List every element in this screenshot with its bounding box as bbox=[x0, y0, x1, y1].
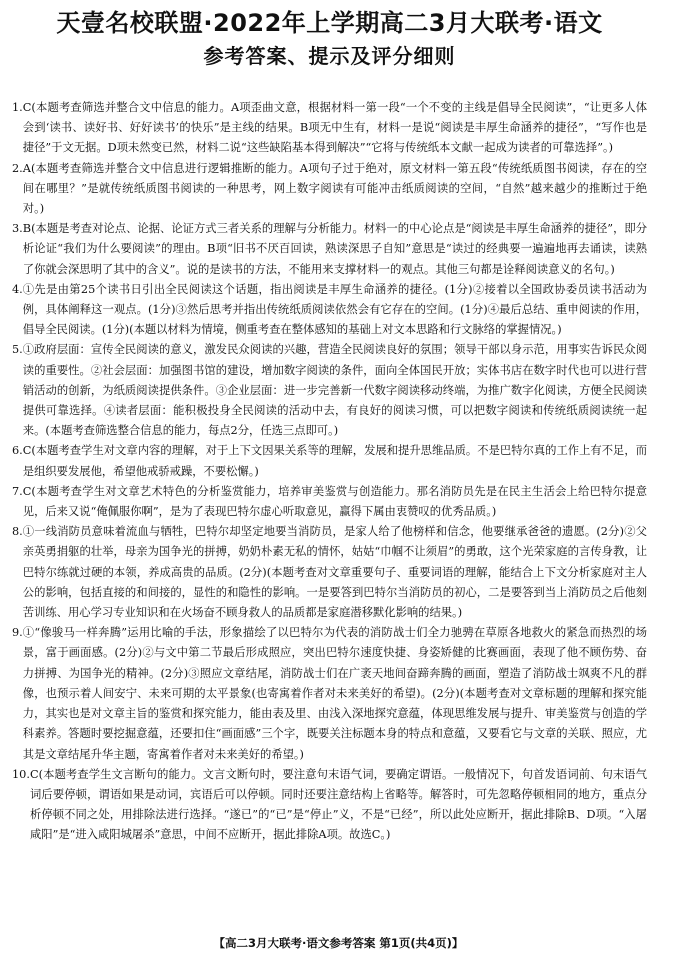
answer-list bbox=[12, 98, 647, 846]
answer-item-4 bbox=[12, 280, 647, 341]
answer-number: 2. bbox=[12, 161, 23, 175]
answer-number: 6. bbox=[12, 444, 23, 458]
answer-text: ①一线消防员意味着流血与牺牲，巴特尔却坚定地要当消防员，是家人给了他榜样和信念，他要继承爸爸的遗愿。(2分)②父亲英勇捐躯的壮举，母亲为国争光的拼搏，奶奶朴素无私的情怀，姑姑“巾帼不让须眉”的勇敢，这个光荣家庭的言传身教，让巴特尔练就过硬的本领，养成高贵的品质。(2分)(本题考查对文章重要句子、重要词语的理解，能结合上下文分析家庭对主人公的影响，包括直接的和间接的，显性的和隐性的影响。一是要答到巴特尔当消防员的初心，二是要答到当上消防员之后他刻苦训练、用心学习专业知识和在火场奋不顾身救人的品质都是家庭潜移默化影响的结果。) bbox=[22, 525, 647, 620]
answer-item-6 bbox=[12, 441, 647, 481]
answer-text: C(本题考查学生文言断句的能力。文言文断句时，要注意句末语气词，要确定谓语。一般情况下，句首发语词前、句末语气词后要停顿，谓语如果是动词，宾语后可以停顿。同时还要注意结构上省略等。解答时，可先忽略停顿相同的地方，重点分析停顿不同之处，用排除法进行选择。“遂已”的“已”是“停止”义，不是“已经”，所以此处应断开，据此排除B、D项。“入屠咸阳”是“进入咸阳城屠杀”意思，中间不应断开，据此排除A项。故选C。) bbox=[29, 767, 647, 842]
answer-number: 10. bbox=[12, 767, 30, 781]
answer-item-9 bbox=[12, 623, 647, 764]
page-footer: 【高二3月大联考·语文参考答案 第1页(共4页)】 bbox=[213, 936, 464, 950]
answer-item-10 bbox=[12, 765, 647, 846]
answer-number: 4. bbox=[12, 282, 23, 296]
answer-number: 5. bbox=[12, 343, 23, 357]
answer-item-7 bbox=[12, 482, 647, 522]
answer-text: B(本题是考查对论点、论据、论证方式三者关系的理解与分析能力。材料一的中心论点是“阅读是丰厚生命涵养的捷径”，即分析论证“我们为什么要阅读”的理由。B项“旧书不厌百回读，熟读深思子自知”意思是“读过的经典要一遍遍地再去诵读，读熟了你就会深思明了其中的含义”。说的是读书的方法，不能用来支撑材料一的观点。其他三句都是诠释阅读意义的名句。) bbox=[22, 222, 647, 276]
answer-number: 8. bbox=[12, 525, 23, 539]
answer-text: A(本题考查筛选并整合文中信息进行逻辑推断的能力。A项句子过于绝对，原文材料一第五段“传统纸质图书阅读，存在的空间在哪里？”是就传统纸质图书阅读的一种思考，网上数字阅读有可能冲击纸质阅读的空间，“自然”越来越少的推断过于绝对。) bbox=[22, 161, 647, 216]
answer-number: 1. bbox=[12, 101, 23, 114]
answer-text: C(本题考查学生对文章内容的理解，对于上下文因果关系等的理解，发展和提升思维品质。不是巴特尔真的工作上有不足，而是组织要发展他，希望他戒骄戒躁，不要松懈。) bbox=[22, 444, 647, 478]
document-title: 天壹名校联盟·2022年上学期高二3月大联考·语文 bbox=[56, 9, 603, 37]
answer-number: 9. bbox=[12, 626, 23, 640]
answer-text: ①“像骏马一样奔腾”运用比喻的手法，形象描绘了以巴特尔为代表的消防战士们全力驰骋在草原各地救火的紧急而热烈的场景，富于画面感。(2分)②与文中第二节最后形成照应，突出巴特尔速度快捷、身姿矫健的比赛画面，表现了他不顾伤势、奋力拼搏、为国争光的精神。(2分)③照应文章结尾，消防战士们在广袤天地间奋蹄奔腾的画面，塑造了消防战士飒爽不凡的群像，也预示着人间安宁、未来可期的太平景象(也寄寓着作者对未来美好的希望)。(2分)(本题考查对文章标题的理解和探究能力，其实也是对文章主旨的鉴赏和探究能力，能由表及里、由浅入深地探究意蕴，体现思维发展与提升、审美鉴赏与创造的学科素养。答题时要挖掘意蕴，还要扣住“画面感”三个字，既要关注标题本身的特点和意蕴，又要看它与文章的关联、照应，尤其是文章结尾升华主题，寄寓着作者对未来美好的希望。) bbox=[22, 626, 647, 761]
answer-text: C(本题考查学生对文章艺术特色的分析鉴赏能力，培养审美鉴赏与创造能力。那名消防员先是在民主生活会上给巴特尔提意见，后来又说“俺佩服你啊”，是为了表现巴特尔虚心听取意见，赢得下属由衷赞叹的优秀品质。) bbox=[22, 484, 647, 519]
answer-item-2 bbox=[12, 159, 647, 220]
answer-item-1 bbox=[12, 98, 647, 159]
answer-text: ①政府层面：宣传全民阅读的意义，激发民众阅读的兴趣，营造全民阅读良好的氛围；领导干部以身示范，用事实告诉民众阅读的重要性。②社会层面：加强图书馆的建设，增加数字阅读的条件，面向全体国民开放；实体书店在数字时代也可以进行营销活动的创新，为纸质阅读提供条件。③企业层面：进一步完善新一代数字阅读移动终端，为推广数字化阅读，方便全民阅读提供可靠选择。④读者层面：能积极投身全民阅读的活动中去，有良好的阅读习惯，可以把数字阅读和传统纸质阅读统一起来。(本题考查筛选整合信息的能力，每点2分，任选三点即可。) bbox=[22, 343, 647, 438]
answer-item-8 bbox=[12, 522, 647, 623]
answer-number: 3. bbox=[12, 222, 23, 236]
answer-text: C(本题考查筛选并整合文中信息的能力。A项歪曲文意，根据材料一第一段“一个不变的主线是倡导全民阅读”，“让更多人体会到‘读书、读好书、好好读书’的快乐”是主线的结果。B项无中生有，材料一是说“阅读是丰厚生命涵养的捷径”，“写作也是捷径”于文无据。D项未然变已然，材料二说“这些缺陷基本得到解决”“它将与传统纸本文献一起成为读者的可靠选择”。) bbox=[22, 101, 647, 155]
answer-item-5 bbox=[12, 340, 647, 441]
answer-text: ①先是由第25个读书日引出全民阅读这个话题，指出阅读是丰厚生命涵养的捷径。(1分)②接着以全国政协委员读书活动为例，具体阐释这一观点。(1分)③然后思考并指出传统纸质阅读依然会有它存在的空间。(1分)④最后总结、重申阅读的作用，倡导全民阅读。(1分)(本题以材料为情境，侧重考查在整体感知的基础上对文本思路和行文脉络的掌握情况。) bbox=[22, 282, 647, 337]
document-subtitle: 参考答案、提示及评分细则 bbox=[203, 44, 456, 68]
answer-number: 7. bbox=[12, 484, 23, 498]
answer-item-3 bbox=[12, 219, 647, 280]
